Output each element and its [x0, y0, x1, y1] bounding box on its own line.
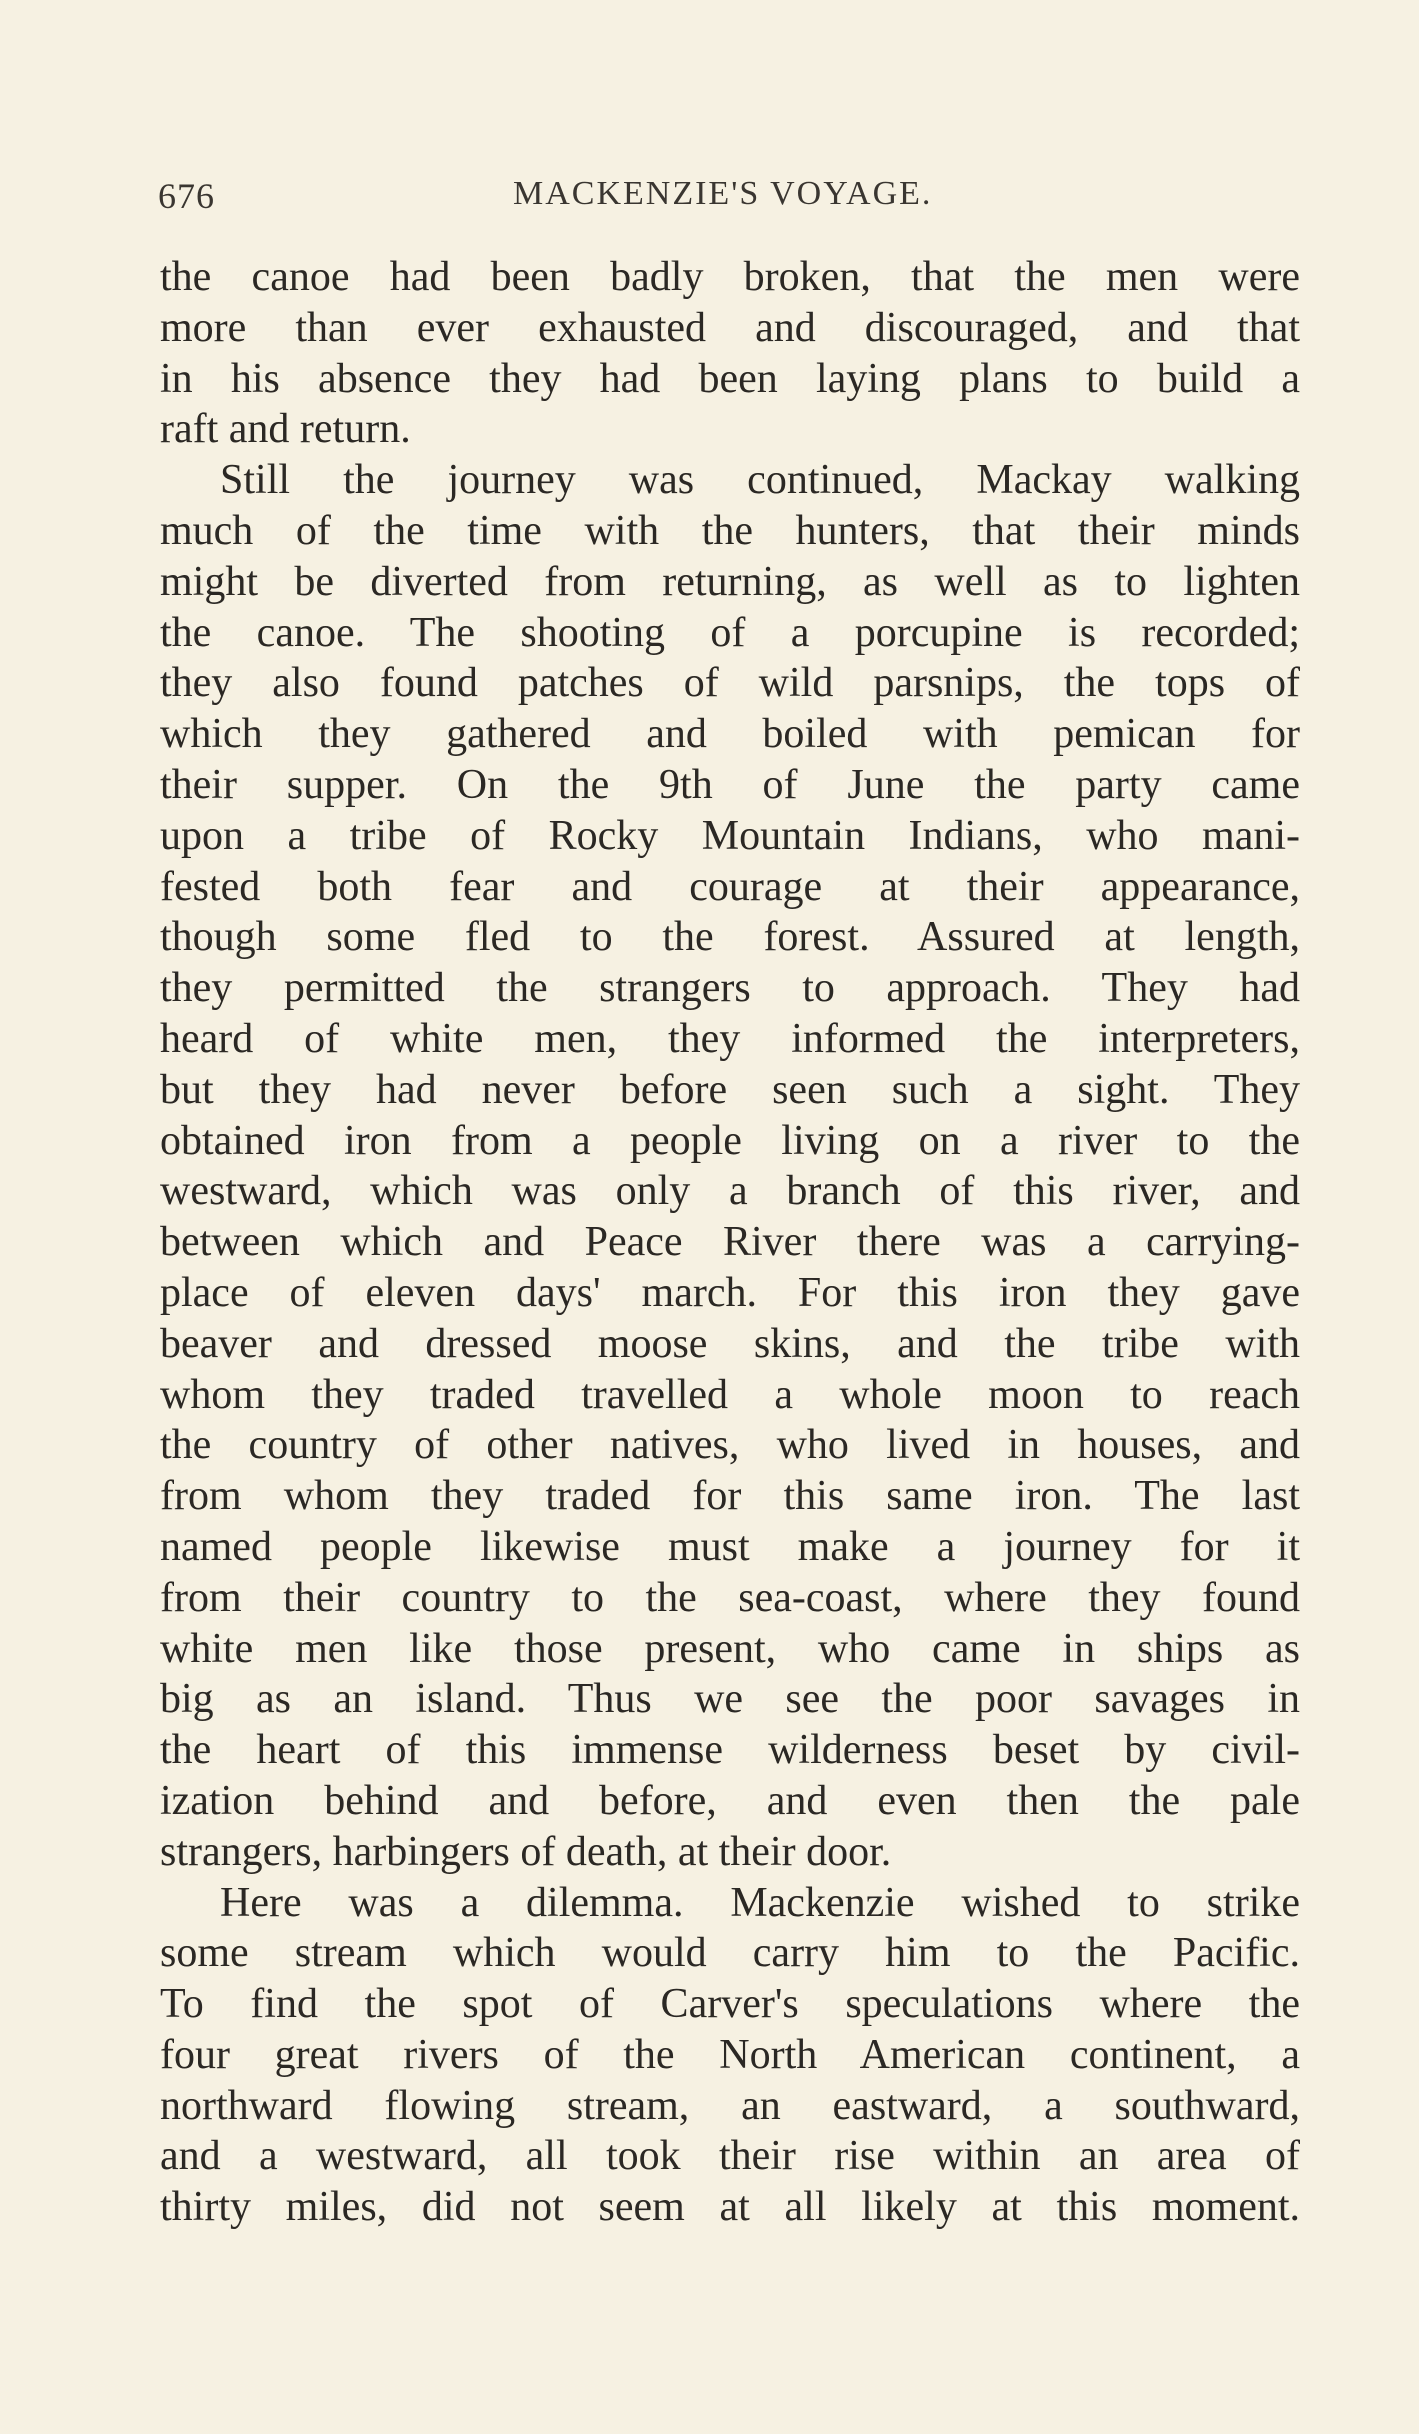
text-line: Here was a dilemma. Mackenzie wished to strike	[220, 1879, 1300, 1926]
text-line: from their country to the sea-coast, where they found	[160, 1574, 1300, 1621]
text-line: but they had never before seen such a sight. They	[160, 1066, 1300, 1113]
text-line: upon a tribe of Rocky Mountain Indians, who mani-	[160, 812, 1300, 859]
page-header	[158, 175, 1298, 225]
text-line: four great rivers of the North American continent, a	[160, 2031, 1300, 2078]
text-line: named people likewise must make a journey for it	[160, 1523, 1300, 1570]
text-line: westward, which was only a branch of this river, and	[160, 1168, 1300, 1215]
text-line: heard of white men, they informed the interpreters,	[160, 1015, 1300, 1062]
text-line: raft and return.	[160, 406, 411, 453]
text-line: white men like those present, who came in ships as	[160, 1625, 1300, 1672]
text-line: their supper. On the 9th of June the party came	[160, 761, 1300, 808]
text-line: To find the spot of Carver's speculations where the	[160, 1981, 1300, 2028]
text-line: whom they traded travelled a whole moon to reach	[160, 1371, 1300, 1418]
text-line: beaver and dressed moose skins, and the tribe with	[160, 1320, 1300, 1367]
text-line: some stream which would carry him to the Pacific.	[160, 1930, 1300, 1977]
page-number: 676	[158, 176, 215, 216]
text-line: the heart of this immense wilderness beset by civil-	[160, 1727, 1300, 1774]
text-line: much of the time with the hunters, that their minds	[160, 507, 1300, 554]
text-line: and a westward, all took their rise within an area of	[160, 2133, 1300, 2180]
text-line: the country of other natives, who lived in houses, and	[160, 1422, 1300, 1469]
text-line: ization behind and before, and even then the pale	[160, 1777, 1300, 1824]
text-line: from whom they traded for this same iron. The last	[160, 1473, 1300, 1520]
text-line: in his absence they had been laying plans to build a	[160, 355, 1300, 402]
text-line: place of eleven days' march. For this iron they gave	[160, 1269, 1300, 1316]
text-line: fested both fear and courage at their appearance,	[160, 863, 1300, 910]
text-line: they permitted the strangers to approach. They had	[160, 965, 1300, 1012]
text-line: which they gathered and boiled with pemican for	[160, 711, 1300, 758]
text-line: northward flowing stream, an eastward, a southward,	[160, 2082, 1300, 2129]
text-line: the canoe. The shooting of a porcupine is recorded;	[160, 609, 1300, 656]
text-line: Still the journey was continued, Mackay walking	[220, 457, 1300, 504]
text-line: the canoe had been badly broken, that the men were	[160, 254, 1300, 300]
text-line: though some fled to the forest. Assured at length,	[160, 914, 1300, 961]
text-line: they also found patches of wild parsnips, the tops of	[160, 660, 1300, 707]
text-line: thirty miles, did not seem at all likely at this moment.	[160, 2184, 1300, 2231]
text-line: strangers, harbingers of death, at their door.	[160, 1828, 892, 1875]
text-line: obtained iron from a people living on a river to the	[160, 1117, 1300, 1164]
text-line: more than ever exhausted and discouraged, and that	[160, 304, 1300, 351]
text-line: big as an island. Thus we see the poor savages in	[160, 1676, 1300, 1723]
text-line: might be diverted from returning, as well as to lighten	[160, 558, 1300, 605]
text-line: between which and Peace River there was a carrying-	[160, 1219, 1300, 1266]
running-head: MACKENZIE'S VOYAGE.	[513, 175, 933, 212]
body-text	[160, 252, 1300, 2233]
